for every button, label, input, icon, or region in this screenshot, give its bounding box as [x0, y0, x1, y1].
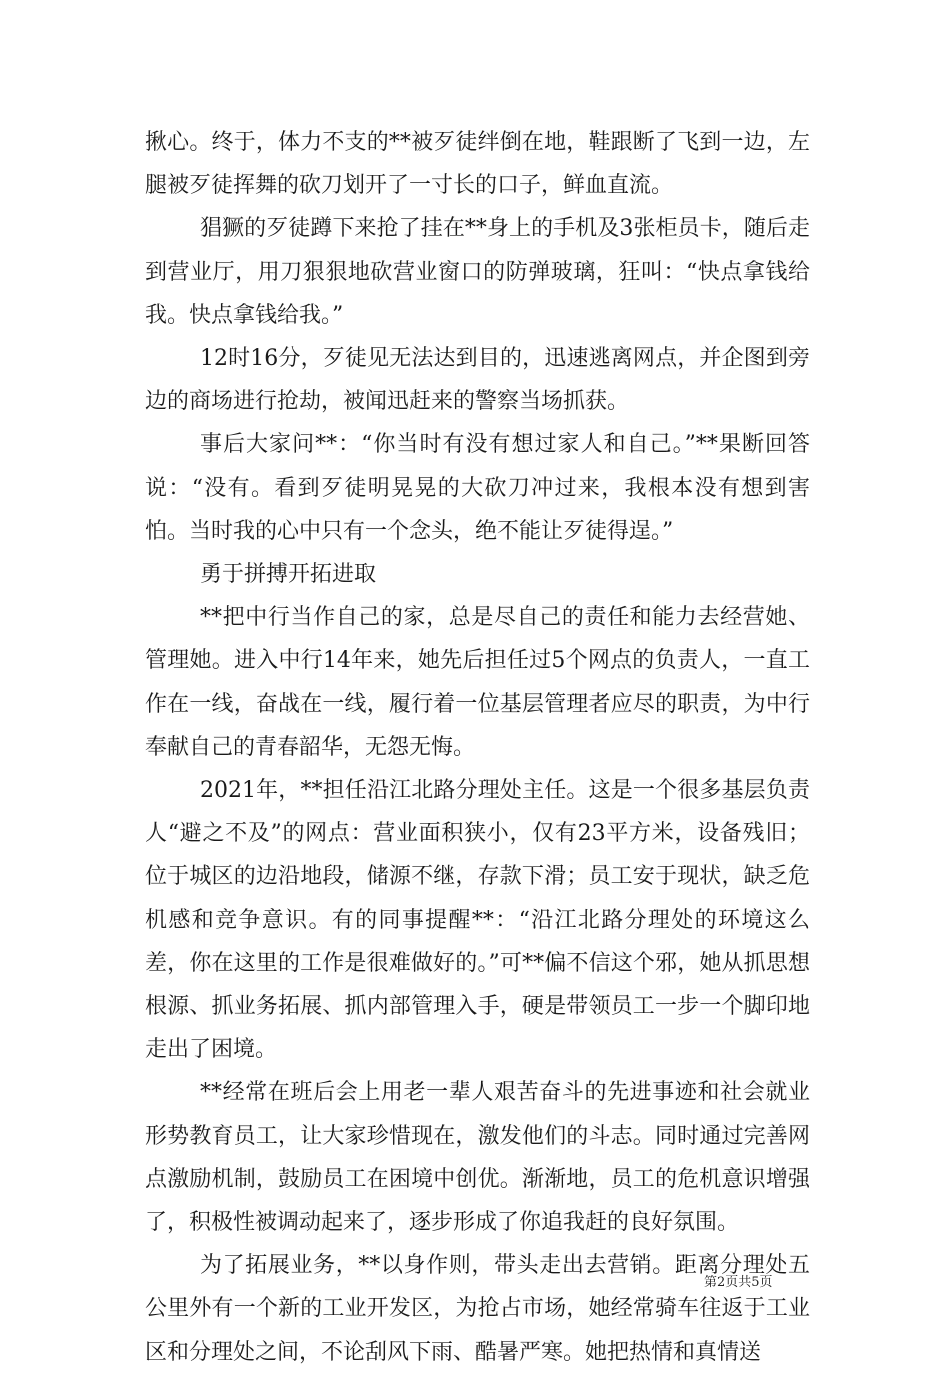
paragraph-1: 揪心。终于，体力不支的**被歹徒绊倒在地，鞋跟断了飞到一边，左腿被歹徒挥舞的砍刀划开了一寸长的口子，鲜血直流。: [145, 130, 810, 199]
paragraph-6: 2021年，**担任沿江北路分理处主任。这是一个很多基层负责人“避之不及”的网点：营业面积狭小，仅有23平方米，设备残旧；位于城区的边沿地段，储源不继，存款下滑；员工安于现状，缺乏危机感和竞争意识。有的同事提醒**：“沿江北路分理处的环境这么差，你在这里的工作是很难做好的。”可**偏不信这个邪，她从抓思想根源、抓业务拓展、抓内部管理入手，硬是带领员工一步一个脚印地走出了困境。: [145, 778, 810, 1063]
paragraph-2: 猖獗的歹徒蹲下来抢了挂在**身上的手机及3张柜员卡，随后走到营业厅，用刀狠狠地砍营业窗口的防弹玻璃，狂叫：“快点拿钱给我。快点拿钱给我。”: [145, 216, 810, 328]
paragraph-3: 12时16分，歹徒见无法达到目的，迅速逃离网点，并企图到旁边的商场进行抢劫，被闻迅赶来的警察当场抓获。: [145, 346, 810, 415]
page-number-footer: 第2页共5页: [704, 1275, 773, 1290]
paragraph-5: **把中行当作自己的家，总是尽自己的责任和能力去经营她、管理她。进入中行14年来，她先后担任过5个网点的负责人，一直工作在一线，奋战在一线，履行着一位基层管理者应尽的职责，为中行奉献自己的青春韶华，无怨无悔。: [145, 605, 810, 760]
paragraph-4: 事后大家问**：“你当时有没有想过家人和自己。”**果断回答说：“没有。看到歹徒明晃晃的大砍刀冲过来，我根本没有想到害怕。当时我的心中只有一个念头，绝不能让歹徒得逞。”: [145, 432, 810, 544]
paragraph-7: **经常在班后会上用老一辈人艰苦奋斗的先进事迹和社会就业形势教育员工，让大家珍惜现在，激发他们的斗志。同时通过完善网点激励机制，鼓励员工在困境中创优。渐渐地，员工的危机意识增强了，积极性被调动起来了，逐步形成了你追我赶的良好氛围。: [145, 1080, 810, 1236]
section-heading: 勇于拼搏开拓进取: [200, 562, 377, 588]
document-body: [145, 121, 810, 1374]
paragraph-8: 为了拓展业务，**以身作则，带头走出去营销。距离分理处五公里外有一个新的工业开发区，为抢占市场，她经常骑车往返于工业区和分理处之间，不论刮风下雨、酷暑严寒。她把热情和真情送: [145, 1253, 810, 1365]
